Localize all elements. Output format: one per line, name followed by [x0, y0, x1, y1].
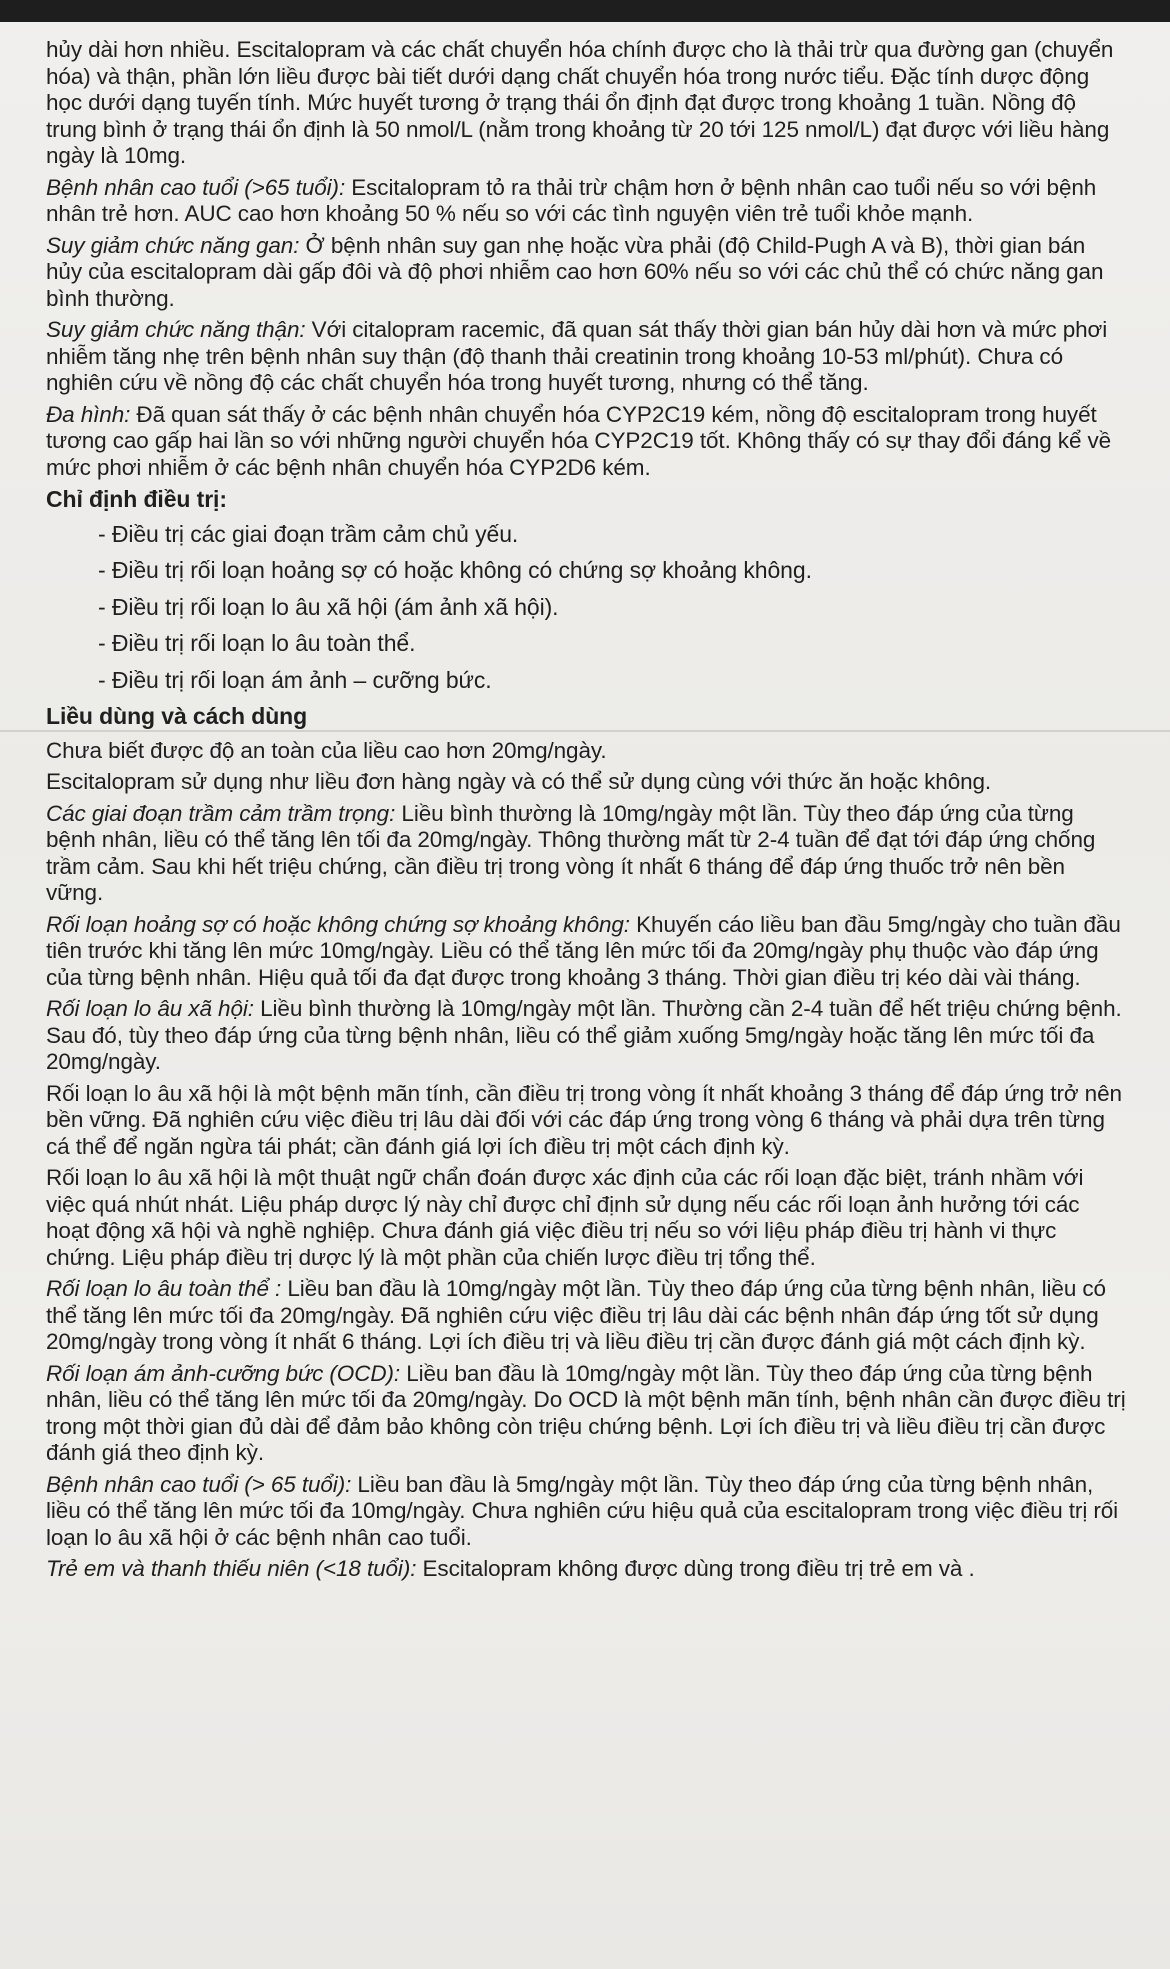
dosage-heading: Liều dùng và cách dùng	[46, 703, 308, 729]
dosage-paragraph	[46, 996, 1126, 1076]
indication-item: - Điều trị rối loạn ám ảnh – cưỡng bức.	[98, 666, 492, 693]
dosage-lead: Bệnh nhân cao tuổi (> 65 tuổi):	[46, 1471, 352, 1497]
dosage-section	[46, 801, 1126, 1583]
pk-lead: Suy giảm chức năng thận:	[46, 317, 306, 342]
indications-heading: Chỉ định điều trị:	[46, 486, 227, 512]
dosage-text: Liều ban đầu là 10mg/ngày một lần. Tùy theo đáp ứng của từng bệnh nhân, liều có thể tăng lên mức tối đa 20mg/ngày. Do OCD là một bệnh mãn tính, bệnh nhân cần được điều trị trong một thời gian đủ dài để đảm bảo không còn triệu chứng bệnh. Lợi ích điều trị và liều điều trị cần được đánh giá theo định kỳ.	[46, 1360, 1126, 1465]
dosage-lead: Rối loạn lo âu toàn thể :	[46, 1276, 282, 1301]
dosage-text: Liều ban đầu là 5mg/ngày một lần. Tùy theo đáp ứng của từng bệnh nhân, liều có thể tăng lên mức tối đa 10mg/ngày. Chưa nghiên cứu hiệu quả của escitalopram trong việc điều trị rối loạn lo âu xã hội ở các bệnh nhân cao tuổi.	[46, 1471, 1119, 1550]
pk-paragraph	[46, 317, 1126, 397]
dosage-paragraph	[46, 801, 1126, 907]
pk-text: Escitalopram tỏ ra thải trừ chậm hơn ở bệnh nhân cao tuổi nếu so với bệnh nhân trẻ hơn. AUC cao hơn khoảng 50 % nếu so với các tình nguyện viên trẻ tuổi khỏe mạnh.	[46, 174, 1097, 226]
dosage-text: Escitalopram không được dùng trong điều trị trẻ em và .	[416, 1556, 975, 1581]
dosage-paragraph	[46, 1556, 1126, 1583]
pk-text: Đã quan sát thấy ở các bệnh nhân chuyển hóa CYP2C19 kém, nồng độ escitalopram trong huyết tương cao gấp hai lần so với những người chuyển hóa CYP2C19 tốt. Không thấy có sự thay đổi đáng kể về mức phơi nhiễm ở các bệnh nhân chuyển hóa CYP2D6 kém.	[46, 401, 1112, 480]
dosage-text: Liều bình thường là 10mg/ngày một lần. Tùy theo đáp ứng của từng bệnh nhân, liều có thể tăng lên tối đa 20mg/ngày. Thông thường mất từ 2-4 tuần để đạt tới đáp ứng chống trầm cảm. Sau khi hết triệu chứng, cần điều trị trong vòng ít nhất 6 tháng để đáp ứng thuốc trở nên bền vững.	[46, 800, 1096, 905]
pk-text: Ở bệnh nhân suy gan nhẹ hoặc vừa phải (độ Child-Pugh A và B), thời gian bán hủy của escitalopram dài gấp đôi và độ phơi nhiễm cao hơn 60% nếu so với các chủ thể có chức năng gan bình thường.	[46, 232, 1104, 311]
dosage-lead: Trẻ em và thanh thiếu niên (<18 tuổi):	[46, 1556, 417, 1581]
dosage-paragraph	[46, 1472, 1126, 1552]
pk-lead: Đa hình:	[46, 401, 131, 427]
dosage-text: Rối loạn lo âu xã hội là một thuật ngữ chẩn đoán được xác định của các rối loạn đặc biệt, tránh nhầm với việc quá nhút nhát. Liệu pháp dược lý này chỉ được chỉ định sử dụng nếu các rối loạn ảnh hưởng tới các hoạt động xã hội và nghề nghiệp. Chưa đánh giá việc điều trị nếu so với liệu pháp điều trị hành vi thực chứng. Liệu pháp điều trị dược lý là một phần của chiến lược điều trị tổng thể.	[46, 1165, 1084, 1270]
indications-list	[46, 521, 1126, 694]
dosage-lead: Rối loạn lo âu xã hội:	[46, 996, 254, 1021]
dosage-paragraph	[46, 1081, 1126, 1161]
indication-item: - Điều trị rối loạn hoảng sợ có hoặc không có chứng sợ khoảng không.	[98, 557, 812, 583]
pharmacokinetics-intro: hủy dài hơn nhiều. Escitalopram và các chất chuyển hóa chính được cho là thải trừ qua đường gan (chuyển hóa) và thận, phần lớn liều được bài tiết dưới dạng chất chuyển hóa trong nước tiểu. Đặc tính dược động học dưới dạng tuyến tính. Mức huyết tương ở trạng thái ổn định đạt được trong khoảng 1 tuần. Nồng độ trung bình ở trạng thái ổn định là 50 nmol/L (nằm trong khoảng từ 20 tới 125 nmol/L) đạt được với liều hàng ngày là 10mg.	[46, 37, 1114, 168]
document-page	[0, 22, 1170, 1969]
indication-item: - Điều trị các giai đoạn trầm cảm chủ yếu.	[98, 520, 519, 547]
dosage-paragraph	[46, 1361, 1126, 1467]
dosage-intro-line: Chưa biết được độ an toàn của liều cao hơn 20mg/ngày.	[46, 737, 607, 763]
dosage-lead: Rối loạn ám ảnh-cưỡng bức (OCD):	[46, 1360, 401, 1386]
dosage-lead: Rối loạn hoảng sợ có hoặc không chứng sợ khoảng không:	[46, 911, 630, 937]
pk-lead: Bệnh nhân cao tuổi (>65 tuổi):	[46, 174, 346, 200]
dosage-text: Khuyến cáo liều ban đầu 5mg/ngày cho tuần đầu tiên trước khi tăng lên mức 10mg/ngày. Liều có thể tăng lên mức tối đa 20mg/ngày phụ thuộc vào đáp ứng của từng bệnh nhân. Hiệu quả tối đa đạt được trong khoảng 3 tháng. Thời gian điều trị kéo dài vài tháng.	[46, 911, 1121, 990]
dosage-intro-line: Escitalopram sử dụng như liều đơn hàng ngày và có thể sử dụng cùng với thức ăn hoặc không.	[46, 769, 992, 794]
dosage-paragraph	[46, 1165, 1126, 1271]
indication-item: - Điều trị rối loạn lo âu xã hội (ám ảnh xã hội).	[98, 593, 559, 620]
dosage-lead: Các giai đoạn trầm cảm trầm trọng:	[46, 800, 396, 826]
pk-paragraph	[46, 233, 1126, 313]
document-body	[46, 37, 1126, 1588]
pk-section	[46, 175, 1126, 482]
indication-item: - Điều trị rối loạn lo âu toàn thể.	[98, 630, 416, 656]
dosage-text: Liều bình thường là 10mg/ngày một lần. Thường cần 2-4 tuần để hết triệu chứng bệnh. Sau đó, tùy theo đáp ứng của từng bệnh nhân, liều có thể giảm xuống 5mg/ngày hoặc tăng lên mức tối đa 20mg/ngày.	[46, 996, 1122, 1074]
pk-paragraph	[46, 402, 1126, 482]
dosage-paragraph	[46, 1276, 1126, 1356]
pk-lead: Suy giảm chức năng gan:	[46, 232, 300, 258]
pk-paragraph	[46, 175, 1126, 228]
pk-text: Với citalopram racemic, đã quan sát thấy thời gian bán hủy dài hơn và mức phơi nhiễm tăng nhẹ trên bệnh nhân suy thận (độ thanh thải creatinin trong khoảng 10-53 ml/phút). Chưa có nghiên cứu về nồng độ các chất chuyển hóa trong huyết tương, nhưng có thể tăng.	[46, 317, 1108, 395]
dosage-text: Rối loạn lo âu xã hội là một bệnh mãn tính, cần điều trị trong vòng ít nhất khoảng 3 tháng để đáp ứng trở nên bền vững. Đã nghiên cứu việc điều trị lâu dài đối với các đáp ứng trong vòng 6 tháng và phải dựa trên từng cá thể để ngăn ngừa tái phát; cần đánh giá lợi ích điều trị một cách định kỳ.	[46, 1080, 1122, 1159]
dosage-text: Liều ban đầu là 10mg/ngày một lần. Tùy theo đáp ứng của từng bệnh nhân, liều có thể tăng lên mức tối đa 20mg/ngày. Đã nghiên cứu việc điều trị lâu dài các bệnh nhân đáp ứng tốt sử dụng 20mg/ngày trong vòng ít nhất 6 tháng. Lợi ích điều trị và liều điều trị cần được đánh giá một cách định kỳ.	[46, 1276, 1106, 1354]
dosage-paragraph	[46, 912, 1126, 992]
